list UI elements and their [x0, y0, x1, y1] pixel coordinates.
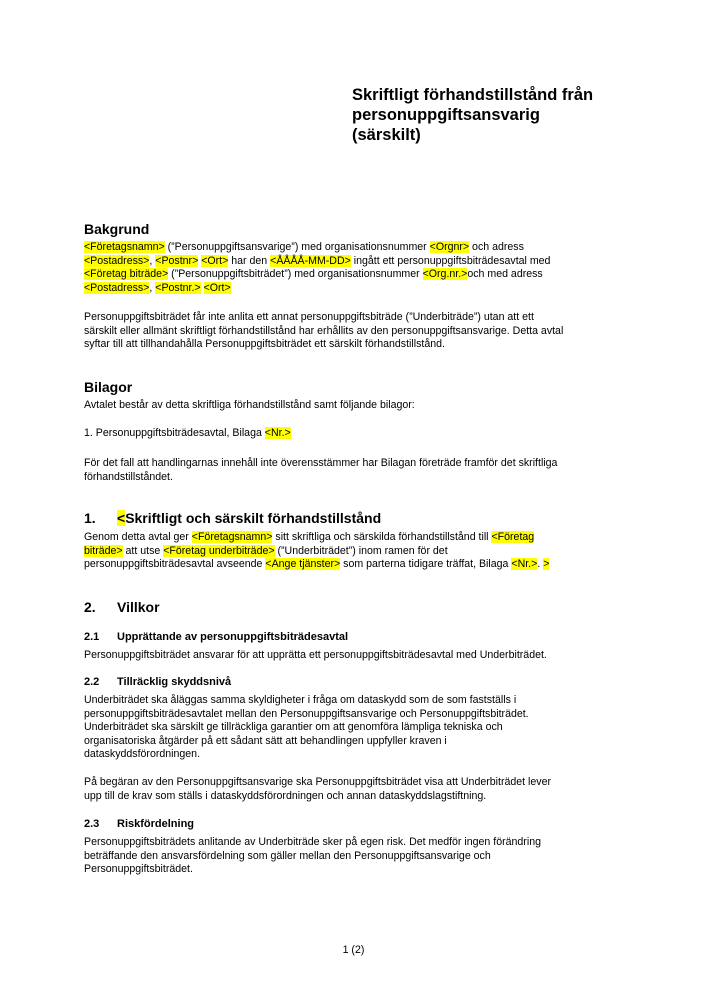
placeholder: biträde>	[84, 544, 123, 557]
section-title: Skriftligt och särskilt förhandstillstånd	[125, 510, 382, 526]
text-run: 1. Personuppgiftsbiträdesavtal, Bilaga	[84, 427, 265, 439]
title-line: Skriftligt förhandstillstånd från	[352, 86, 594, 104]
section-title: Villkor	[117, 599, 160, 615]
placeholder: <Ange tjänster>	[265, 558, 341, 571]
subsection-title: Tillräcklig skyddsnivå	[117, 676, 232, 688]
text-run: (”Personuppgiftsansvarige”) med organisationsnummer	[164, 241, 430, 253]
text-run: .	[537, 558, 544, 571]
text-line	[84, 282, 644, 296]
text-run: ingått ett personuppgiftsbiträdesavtal med	[350, 254, 551, 267]
text-line: För det fall att handlingarnas innehåll inte överensstämmer har Bilagan företräde framför det skriftliga	[84, 457, 558, 469]
bilagor-list-item	[84, 427, 644, 441]
subsection-number: 2.3	[84, 818, 100, 830]
text-line: upp till de krav som ställs i dataskyddsförordningen och annan dataskyddslagstiftning.	[84, 789, 487, 802]
text-line: förhandstillståndet.	[84, 470, 173, 483]
text-line: Personuppgiftsbiträdets anlitande av Underbiträde sker på egen risk. Det medför ingen förändring	[84, 836, 541, 848]
page-number: 1 (2)	[342, 944, 365, 956]
section-2-2-heading	[84, 676, 231, 688]
document-title	[352, 85, 652, 145]
placeholder: <Ort>	[203, 281, 231, 294]
placeholder: <Nr.>	[511, 558, 538, 571]
section-2-3-heading	[84, 818, 194, 830]
title-line: (särskilt)	[352, 126, 421, 144]
section-2-2-paragraph-1	[84, 694, 644, 762]
placeholder: <Företag	[491, 531, 535, 543]
text-line	[84, 427, 644, 441]
placeholder: <ÅÅÅÅ-MM-DD>	[270, 254, 351, 267]
placeholder: >	[543, 558, 550, 571]
subsection-number: 2.2	[84, 676, 100, 688]
text-line	[84, 545, 644, 559]
heading-bakgrund: Bakgrund	[84, 221, 150, 237]
placeholder: <Postadress>	[84, 254, 150, 267]
text-line: personuppgiftsbiträdesavtalet mellan den Personuppgiftsansvarige och Personuppgiftsbiträdet.	[84, 707, 529, 720]
section-2-3-paragraph	[84, 836, 644, 877]
heading-bilagor: Bilagor	[84, 379, 133, 395]
bakgrund-paragraph-1	[84, 241, 644, 295]
text-run: (”Personuppgiftsbiträdet”) med organisationsnummer	[168, 268, 423, 281]
section-2-2-paragraph-2	[84, 776, 644, 803]
text-run: personuppgiftsbiträdesavtal avseende	[84, 558, 266, 571]
text-run: och med adress	[467, 268, 543, 281]
text-line: Personuppgiftsbiträdet får inte anlita ett annat personuppgiftsbiträde (”Underbiträde”) utan att ett	[84, 311, 534, 323]
section-number: 2.	[84, 599, 96, 615]
placeholder: <Postnr>	[155, 254, 199, 267]
text-line: särskilt eller allmänt skriftligt förhandstillstånd har erhållits av den personuppgiftsansvarige. Detta avtal	[84, 324, 564, 337]
text-line: syftar till att tillhandahålla Personuppgiftsbiträdet ett särskilt förhandstillstånd.	[84, 338, 445, 351]
text-line	[84, 255, 644, 269]
subsection-number: 2.1	[84, 631, 100, 643]
placeholder: <Företag underbiträde>	[163, 544, 275, 557]
text-run: ,	[149, 281, 156, 294]
placeholder: <Org.nr.>	[422, 268, 468, 281]
text-line: organisatoriska åtgärder på ett sådant sätt att behandlingen uppfyller kraven i	[84, 734, 447, 747]
text-run: Genom detta avtal ger	[84, 531, 192, 543]
text-line: Underbiträdet ska särskilt ge tillräckliga garantier om att genomföra lämpliga tekniska och	[84, 721, 503, 734]
section-1-heading	[84, 510, 381, 526]
text-run: att utse	[122, 544, 164, 557]
placeholder: <	[117, 510, 126, 526]
text-run: (”Underbiträdet”) inom ramen för det	[274, 544, 448, 557]
text-line	[84, 531, 644, 545]
text-run: ,	[149, 254, 156, 267]
section-2-1-heading	[84, 631, 348, 643]
placeholder: <Postadress>	[84, 281, 150, 294]
placeholder: <Nr.>	[264, 427, 291, 439]
subsection-title: Upprättande av personuppgiftsbiträdesavtal	[117, 631, 349, 643]
placeholder: <Postnr.>	[155, 281, 201, 294]
subsection-title: Riskfördelning	[117, 818, 195, 830]
text-line: Personuppgiftsbiträdet ansvarar för att upprätta ett personuppgiftsbiträdesavtal med Underbiträdet.	[84, 649, 547, 661]
text-line	[84, 241, 644, 255]
text-line: Underbiträdet ska åläggas samma skyldigheter i fråga om dataskydd som de som fastställs i	[84, 694, 517, 706]
section-2-1-paragraph	[84, 649, 644, 663]
bilagor-paragraph	[84, 457, 644, 484]
placeholder: <Ort>	[201, 254, 229, 267]
text-line	[84, 558, 644, 572]
section-number: 1.	[84, 510, 96, 526]
text-run: har den	[228, 254, 271, 267]
text-line: Avtalet består av detta skriftliga förhandstillstånd samt följande bilagor:	[84, 399, 415, 411]
bakgrund-paragraph-2	[84, 311, 644, 352]
text-line: beträffande den ansvarsfördelning som gäller mellan den Personuppgiftsansvarige och	[84, 849, 491, 862]
bilagor-intro	[84, 399, 644, 413]
section-2-heading	[84, 599, 160, 615]
text-line	[84, 268, 644, 282]
text-line: dataskyddsförordningen.	[84, 748, 201, 761]
title-line: personuppgiftsansvarig	[352, 106, 540, 124]
placeholder: <Företag biträde>	[84, 268, 169, 281]
placeholder: <Företagsnamn>	[84, 241, 165, 253]
text-run: som parterna tidigare träffat, Bilaga	[340, 558, 512, 571]
text-run: och adress	[469, 241, 524, 253]
text-line: På begäran av den Personuppgiftsansvarige ska Personuppgiftsbiträdet visa att Underbiträdet lever	[84, 776, 551, 788]
placeholder: <Företagsnamn>	[191, 531, 273, 543]
text-run: sitt skriftliga och särskilda förhandstillstånd till	[272, 531, 492, 543]
section-1-paragraph	[84, 531, 644, 572]
placeholder: <Orgnr>	[429, 241, 470, 253]
text-line: Personuppgiftsbiträdet.	[84, 863, 193, 876]
